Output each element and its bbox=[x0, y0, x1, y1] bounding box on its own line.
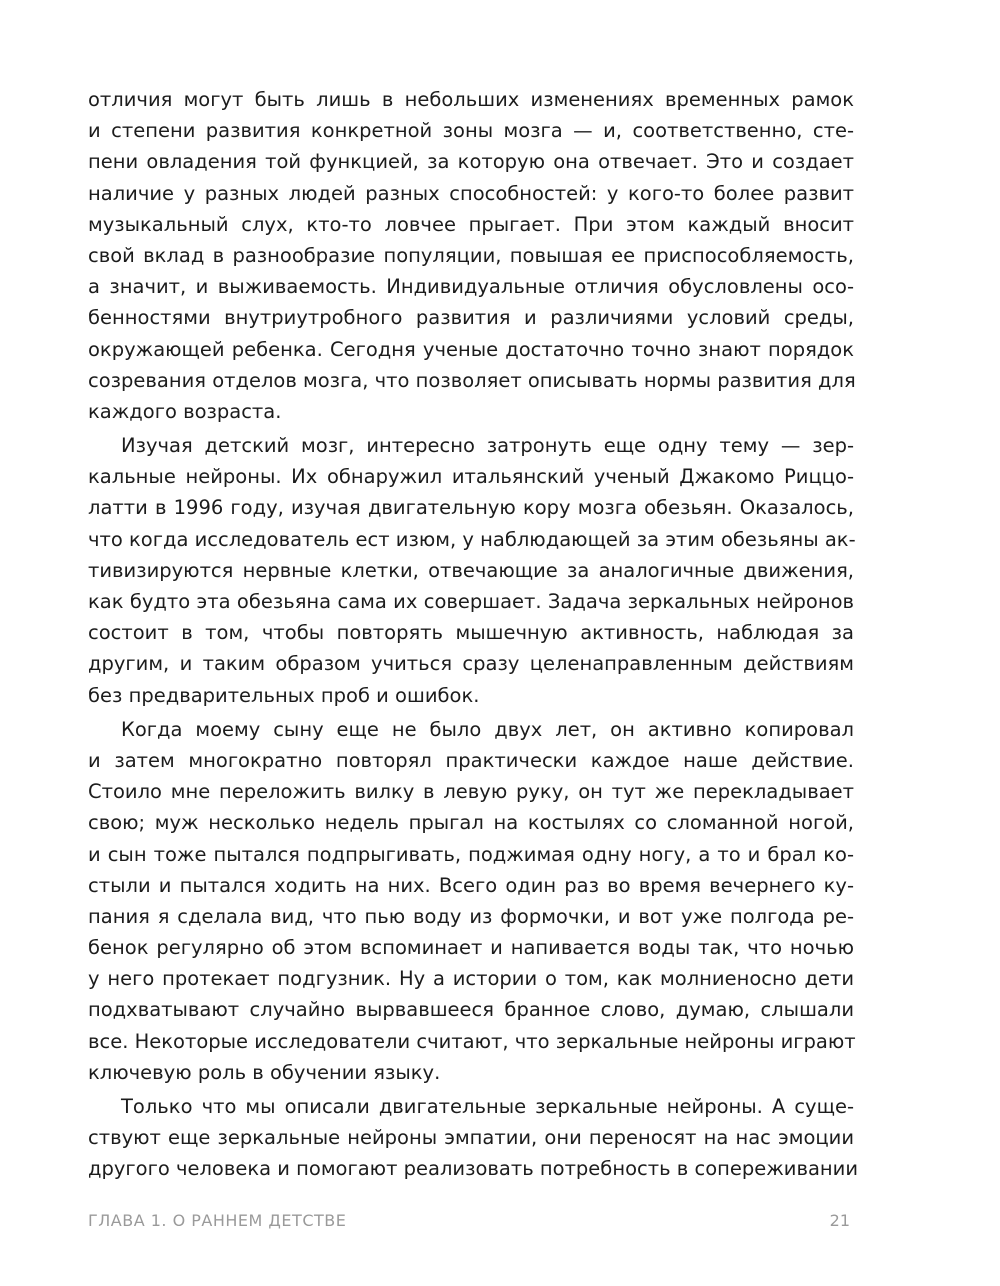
text-line: подхватывают случайно вырвавшееся бранное слово, думаю, слышали bbox=[88, 998, 854, 1022]
text-line: латти в 1996 году, изучая двигательную кору мозга обезьян. Оказалось, bbox=[88, 496, 854, 520]
text-line: что когда исследователь ест изюм, у наблюдающей за этим обезьяны ак- bbox=[88, 527, 856, 551]
text-line: у него протекает подгузник. Ну а истории о том, как молниеносно дети bbox=[88, 967, 854, 991]
paragraph bbox=[88, 1091, 859, 1185]
text-line: окружающей ребенка. Сегодня ученые достаточно точно знают порядок bbox=[88, 337, 854, 361]
text-line: созревания отделов мозга, что позволяет описывать нормы развития для bbox=[88, 368, 856, 392]
running-footer-chapter: ГЛАВА 1. О РАННЕМ ДЕТСТВЕ bbox=[88, 1211, 347, 1230]
text-line: как будто эта обезьяна сама их совершает. Задача зеркальных нейронов bbox=[88, 590, 854, 613]
text-line: свой вклад в разнообразие популяции, повышая ее приспособляемость, bbox=[88, 243, 854, 267]
paragraph bbox=[88, 714, 854, 1088]
text-line: Изучая детский мозг, интересно затронуть еще одну тему — зер- bbox=[121, 434, 854, 458]
body-text bbox=[88, 84, 859, 1188]
text-line: музыкальный слух, кто-то ловчее прыгает. При этом каждый вносит bbox=[88, 212, 854, 236]
text-line: Стоило мне переложить вилку в левую руку, он тут же перекладывает bbox=[88, 780, 854, 804]
text-line: каждого возраста. bbox=[88, 399, 282, 423]
text-line: кальные нейроны. Их обнаружил итальянский ученый Джакомо Риццо- bbox=[88, 465, 854, 489]
text-line: отличия могут быть лишь в небольших изменениях временных рамок bbox=[88, 88, 854, 111]
paragraph bbox=[88, 84, 854, 427]
text-line: пени овладения той функцией, за которую она отвечает. Это и создает bbox=[88, 150, 854, 174]
text-line: Когда моему сыну еще не было двух лет, он активно копировал bbox=[121, 717, 854, 741]
page-number: 21 bbox=[829, 1211, 850, 1230]
text-line: а значит, и выживаемость. Индивидуальные отличия обусловлены осо- bbox=[88, 275, 854, 299]
text-line: другого человека и помогают реализовать потребность в сопереживании bbox=[88, 1157, 859, 1181]
text-line: без предварительных проб и ошибок. bbox=[88, 683, 480, 707]
text-line: и затем многократно повторял практически каждое наше действие. bbox=[88, 748, 854, 772]
text-line: другим, и таким образом учиться сразу целенаправленным действиям bbox=[88, 652, 854, 676]
text-line: Только что мы описали двигательные зеркальные нейроны. А суще- bbox=[121, 1095, 854, 1118]
text-line: наличие у разных людей разных способностей: у кого-то более развит bbox=[88, 181, 854, 205]
paragraph bbox=[88, 430, 854, 711]
text-line: и сын тоже пытался подпрыгивать, поджимая одну ногу, а то и брал ко- bbox=[88, 842, 854, 866]
text-line: ключевую роль в обучении языку. bbox=[88, 1060, 441, 1084]
text-line: и степени развития конкретной зоны мозга — и, соответственно, сте- bbox=[88, 119, 854, 143]
text-line: все. Некоторые исследователи считают, что зеркальные нейроны играют bbox=[88, 1029, 856, 1053]
text-line: бенностями внутриутробного развития и различиями условий среды, bbox=[88, 306, 854, 330]
text-line: бенок регулярно об этом вспоминает и напивается воды так, что ночью bbox=[88, 936, 854, 960]
text-line: стыли и пытался ходить на них. Всего один раз во время вечернего ку- bbox=[88, 873, 854, 897]
text-line: ствуют еще зеркальные нейроны эмпатии, они переносят на нас эмоции bbox=[88, 1126, 854, 1150]
text-line: состоит в том, чтобы повторять мышечную активность, наблюдая за bbox=[88, 621, 854, 645]
text-line: тивизируются нервные клетки, отвечающие за аналогичные движения, bbox=[88, 558, 854, 582]
text-line: пания я сделала вид, что пью воду из формочки, и вот уже полгода ре- bbox=[88, 904, 854, 928]
text-line: свою; муж несколько недель прыгал на костылях со сломанной ногой, bbox=[88, 811, 854, 835]
